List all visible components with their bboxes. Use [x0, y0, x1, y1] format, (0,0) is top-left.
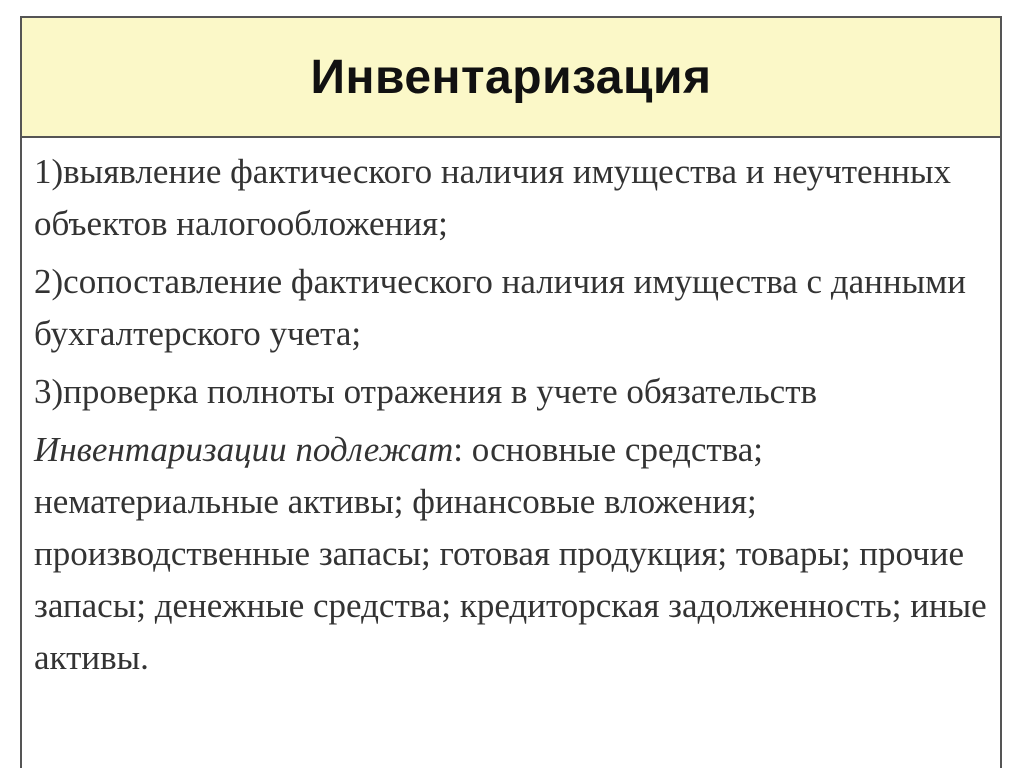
inventory-subjects-lead: Инвентаризации подлежат	[34, 430, 454, 469]
list-item-3: 3)проверка полноты отражения в учете обязательств	[34, 372, 818, 411]
slide-title: Инвентаризация	[310, 50, 712, 104]
content-box	[20, 16, 1002, 768]
list-item-1: 1)выявление фактического наличия имущества и неучтенных объектов налогообложения;	[34, 152, 952, 243]
title-bar	[22, 18, 1000, 138]
list-item-2: 2)сопоставление фактического наличия имущества с данными бухгалтерского учета;	[34, 262, 967, 353]
inventory-subjects-text: : основные средства; нематериальные активы; финансовые вложения; производственные запасы; готовая продукция; товары; прочие запасы; денежные средства; кредиторская задолженность; иные активы.	[34, 430, 987, 677]
inventory-subjects-paragraph	[34, 424, 990, 684]
slide-body	[22, 138, 1000, 684]
